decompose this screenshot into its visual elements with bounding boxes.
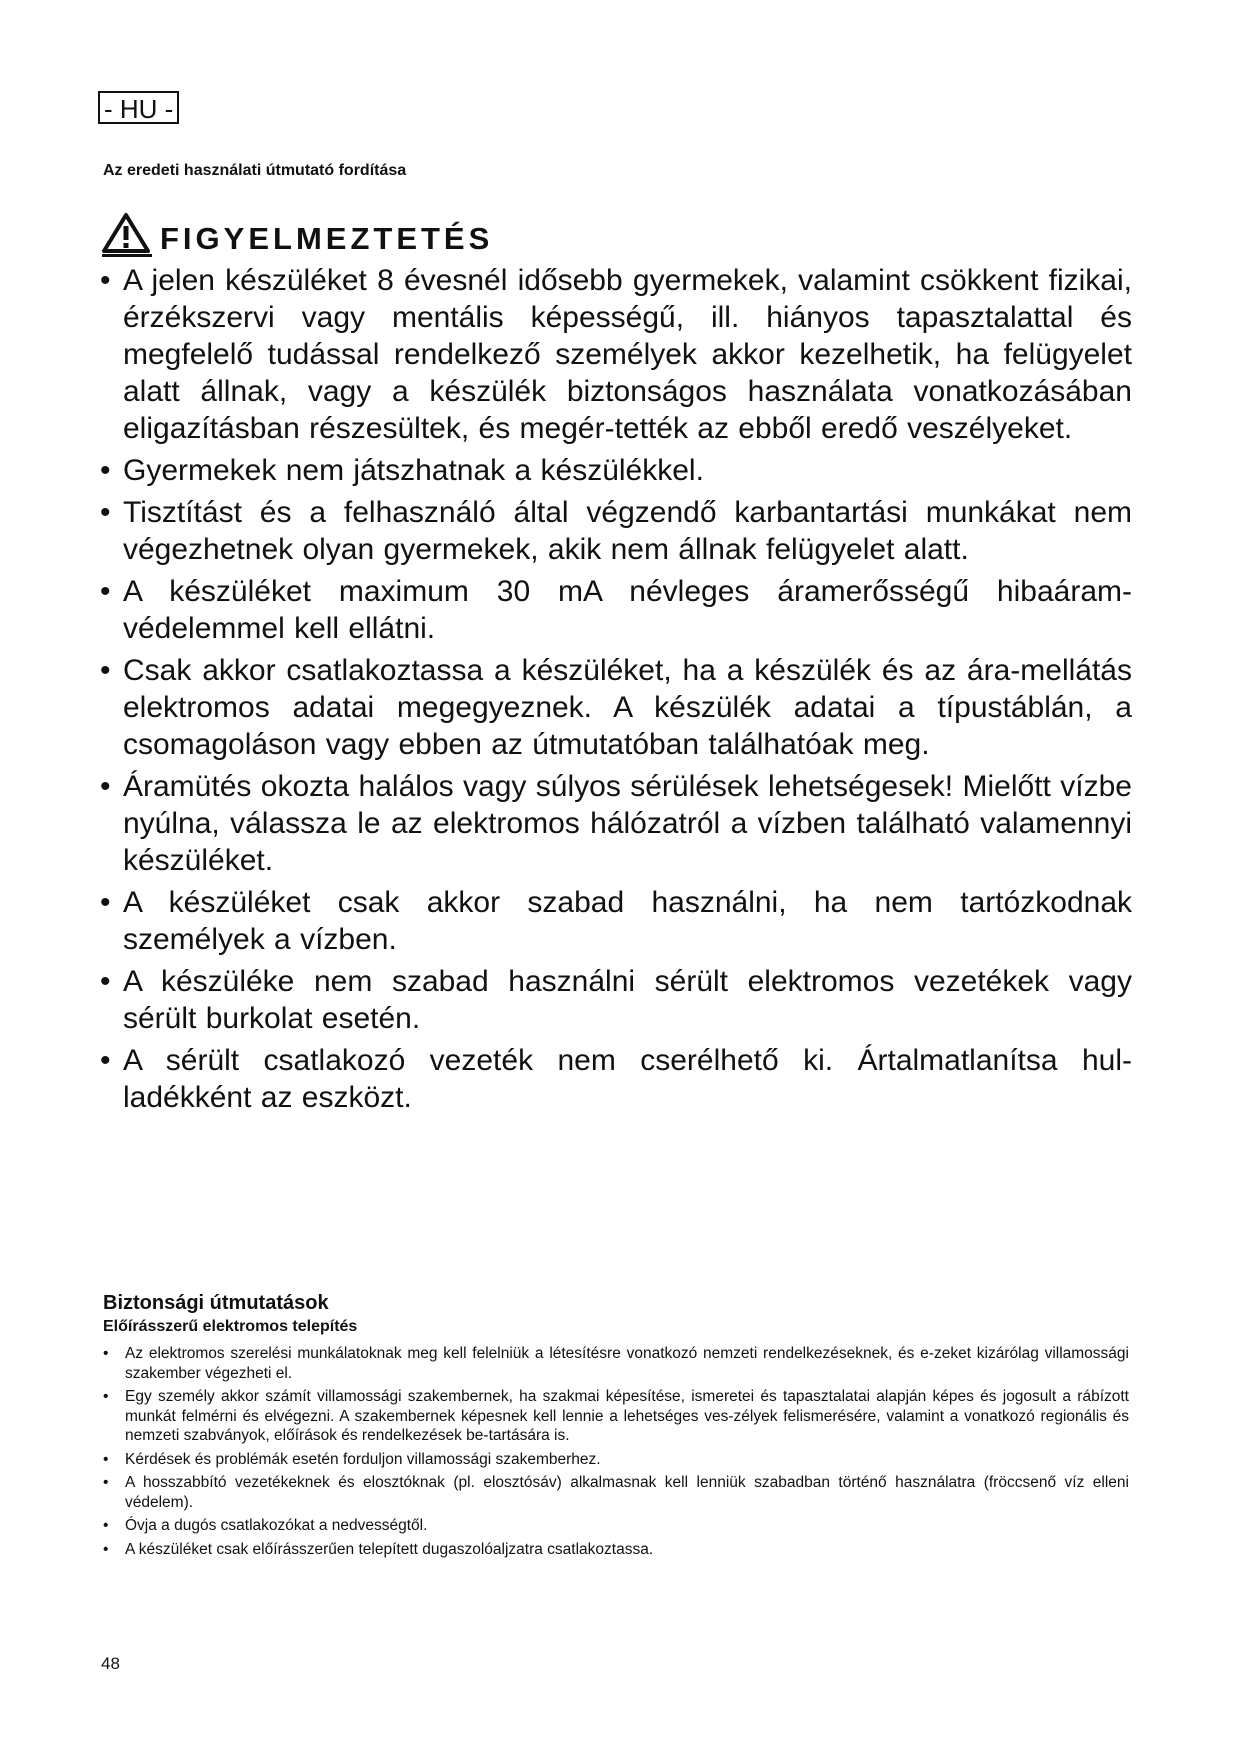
bullet-icon: •	[100, 264, 111, 297]
list-item: • Az elektromos szerelési munkálatoknak meg kell felelniük a létesítésre vonatkozó nemzeti rendelkezéseknek, és e-zeket kizárólag villamossági szakember végezheti el.	[103, 1345, 1129, 1382]
language-tag: - HU -	[98, 91, 179, 124]
list-item: • Gyermekek nem játszhatnak a készülékkel.	[100, 454, 704, 487]
warning-title: FIGYELMEZTETÉS	[160, 221, 494, 256]
bullet-icon: •	[103, 1517, 109, 1534]
bullet-icon: •	[103, 1474, 109, 1491]
bullet-icon: •	[100, 1044, 111, 1077]
safety-subtitle: Előírásszerű elektromos telepítés	[103, 1318, 358, 1335]
list-item: • A készüléke nem szabad használni sérült elektromos vezetékek vagy sérült burkolat esetén.	[100, 965, 1132, 1035]
list-item: • A sérült csatlakozó vezeték nem cserélhető ki. Ártalmatlanítsa hul-ladékként az eszközt.	[100, 1044, 1132, 1114]
bullet-icon: •	[100, 886, 111, 919]
bullet-icon: •	[103, 1345, 109, 1362]
bullet-icon: •	[100, 770, 111, 803]
bullet-icon: •	[100, 575, 111, 608]
list-item: • Kérdések és problémák esetén forduljon villamossági szakemberhez.	[103, 1450, 601, 1468]
document-subtitle: Az eredeti használati útmutató fordítása	[103, 162, 407, 179]
bullet-icon: •	[100, 965, 111, 998]
bullet-icon: •	[103, 1388, 109, 1405]
safety-list	[103, 1344, 1129, 1559]
bullet-icon: •	[103, 1450, 109, 1468]
list-item: • A készüléket csak akkor szabad használni, ha nem tartózkodnak személyek a vízben.	[100, 886, 1132, 956]
bullet-icon: •	[100, 454, 111, 487]
safety-title: Biztonsági útmutatások	[103, 1292, 329, 1314]
list-item: • A készüléket csak előírásszerűen telepített dugaszolóaljzatra csatlakoztassa.	[103, 1540, 654, 1558]
list-item: • A jelen készüléket 8 évesnél idősebb gyermekek, valamint csökkent fizikai, érzékszervi vagy mentális képességű, ill. hiányos tapasztalattal és megfelelő tudással rendelkező személyek akkor kezelhetik, ha felügyelet alatt állnak, vagy a készülék biztonságos használata vonatkozásában eligazításban részesültek, és megér-tették az ebből eredő veszélyeket.	[100, 264, 1132, 445]
list-item: • Csak akkor csatlakoztassa a készüléket, ha a készülék és az ára-mellátás elektromos adatai megegyeznek. A készülék adatai a típustáblán, a csomagoláson vagy ebben az útmutatóban találhatóak meg.	[100, 654, 1132, 761]
list-item: • Áramütés okozta halálos vagy súlyos sérülések lehetségesek! Mielőtt vízbe nyúlna, válassza le az elektromos hálózatról a vízben található valamennyi készüléket.	[100, 770, 1132, 877]
list-item: • Tisztítást és a felhasználó által végzendő karbantartási munkákat nem végezhetnek olyan gyermekek, akik nem állnak felügyelet alatt.	[100, 496, 1132, 566]
list-item: • A készüléket maximum 30 mA névleges áramerősségű hibaáram-védelemmel kell ellátni.	[100, 575, 1132, 645]
list-item: • A hosszabbító vezetékeknek és elosztóknak (pl. elosztósáv) alkalmasnak kell lenniük szabadban történő használatra (fröccsenő víz elleni védelem).	[103, 1474, 1129, 1511]
bullet-icon: •	[103, 1540, 109, 1558]
page-number: 48	[101, 1654, 120, 1673]
list-item: • Óvja a dugós csatlakozókat a nedvességtől.	[103, 1517, 428, 1534]
bullet-icon: •	[100, 654, 111, 687]
list-item: • Egy személy akkor számít villamossági szakembernek, ha szakmai képesítése, ismeretei és tapasztalatai alapján képes és jogosult a rábízott munkát felmérni és elvégezni. A szakembernek képesnek kell lennie a lehetséges ves-zélyek felismerésére, valamint a vonatkozó regionális és nemzeti szabványok, előírások és rendelkezések be-tartására is.	[103, 1388, 1129, 1444]
warning-triangle-icon	[100, 212, 156, 258]
warning-list	[100, 262, 1132, 1121]
bullet-icon: •	[100, 496, 111, 529]
safety-section	[103, 1290, 1129, 1563]
warning-header	[100, 212, 493, 258]
